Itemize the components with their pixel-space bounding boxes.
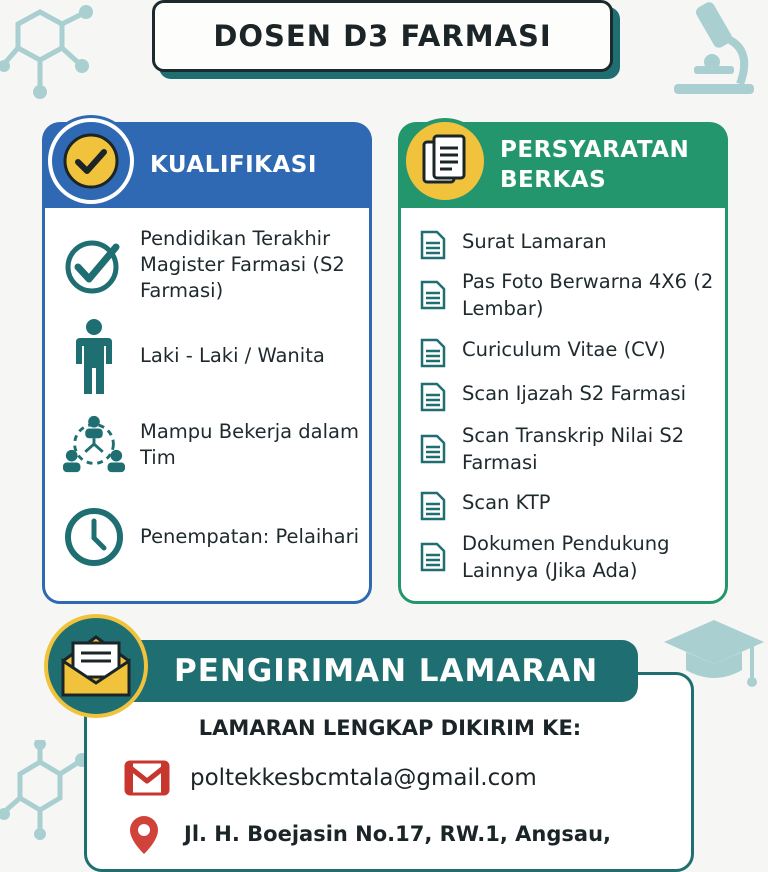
berkas-item-text: Scan KTP: [462, 491, 551, 514]
berkas-item-text: Scan Ijazah S2 Farmasi: [462, 382, 687, 405]
contact-email: [124, 760, 537, 796]
kualifikasi-badge: [48, 118, 134, 204]
badge-check-icon: [61, 131, 121, 191]
pengiriman-subtitle: LAMARAN LENGKAP DIKIRIM KE:: [198, 716, 582, 740]
pengiriman-banner: [118, 640, 638, 702]
document-icon: [418, 338, 448, 368]
document-icon: [418, 382, 448, 412]
clock-icon: [63, 506, 125, 568]
contact-address-text: Jl. H. Boejasin No.17, RW.1, Angsau,: [184, 822, 611, 846]
molecule-icon: [0, 0, 110, 110]
document-icon: [418, 491, 448, 521]
berkas-item-text: Curiculum Vitae (CV): [462, 338, 666, 361]
berkas-item: [418, 489, 724, 521]
kualifikasi-item-text: Pendidikan Terakhir Magister Farmasi (S2 Farmasi): [140, 227, 345, 302]
kualifikasi-item-text: Mampu Bekerja dalam Tim: [140, 420, 359, 469]
berkas-item-text: Scan Transkrip Nilai S2 Farmasi: [462, 424, 685, 474]
molecule-icon: [0, 740, 96, 841]
kualifikasi-item-tim: [62, 414, 370, 476]
document-icon: [418, 280, 448, 310]
berkas-item: [418, 228, 724, 260]
kualifikasi-item-pendidikan: [62, 226, 370, 304]
contact-email-text[interactable]: poltekkesbcmtala@gmail.com: [190, 765, 537, 791]
team-icon: [62, 414, 126, 476]
page-title: DOSEN D3 FARMASI: [213, 19, 552, 53]
kualifikasi-title: KUALIFIKASI: [150, 152, 317, 178]
berkas-item-text: Surat Lamaran: [462, 230, 607, 253]
persyaratan-title-line1: PERSYARATAN: [500, 137, 690, 163]
berkas-item-text: Pas Foto Berwarna 4X6 (2 Lembar): [462, 270, 714, 320]
document-icon: [418, 434, 448, 464]
persyaratan-badge: [402, 118, 488, 204]
berkas-item: [418, 380, 724, 412]
document-icon: [418, 542, 448, 572]
berkas-item: [418, 530, 724, 584]
kualifikasi-item-text: Penempatan: Pelaihari: [140, 525, 360, 548]
documents-icon: [420, 134, 470, 188]
berkas-item: [418, 422, 724, 476]
location-pin-icon: [124, 814, 164, 854]
kualifikasi-item-gender: [62, 318, 370, 394]
kualifikasi-item-penempatan: [62, 506, 370, 568]
envelope-letter-icon: [59, 633, 133, 699]
pengiriman-badge: [44, 614, 148, 718]
berkas-item-text: Dokumen Pendukung Lainnya (Jika Ada): [462, 532, 670, 582]
person-icon: [72, 318, 116, 394]
page-title-box: [152, 0, 613, 72]
gmail-icon: [124, 760, 170, 796]
berkas-item: [418, 336, 724, 368]
persyaratan-title-line2: BERKAS: [500, 167, 607, 193]
contact-address: [124, 814, 611, 854]
pengiriman-title: PENGIRIMAN LAMARAN: [174, 653, 599, 689]
berkas-item: [418, 268, 724, 322]
document-icon: [418, 230, 448, 260]
kualifikasi-item-text: Laki - Laki / Wanita: [140, 344, 325, 367]
microscope-icon: [664, 0, 764, 96]
check-circle-icon: [64, 235, 124, 295]
